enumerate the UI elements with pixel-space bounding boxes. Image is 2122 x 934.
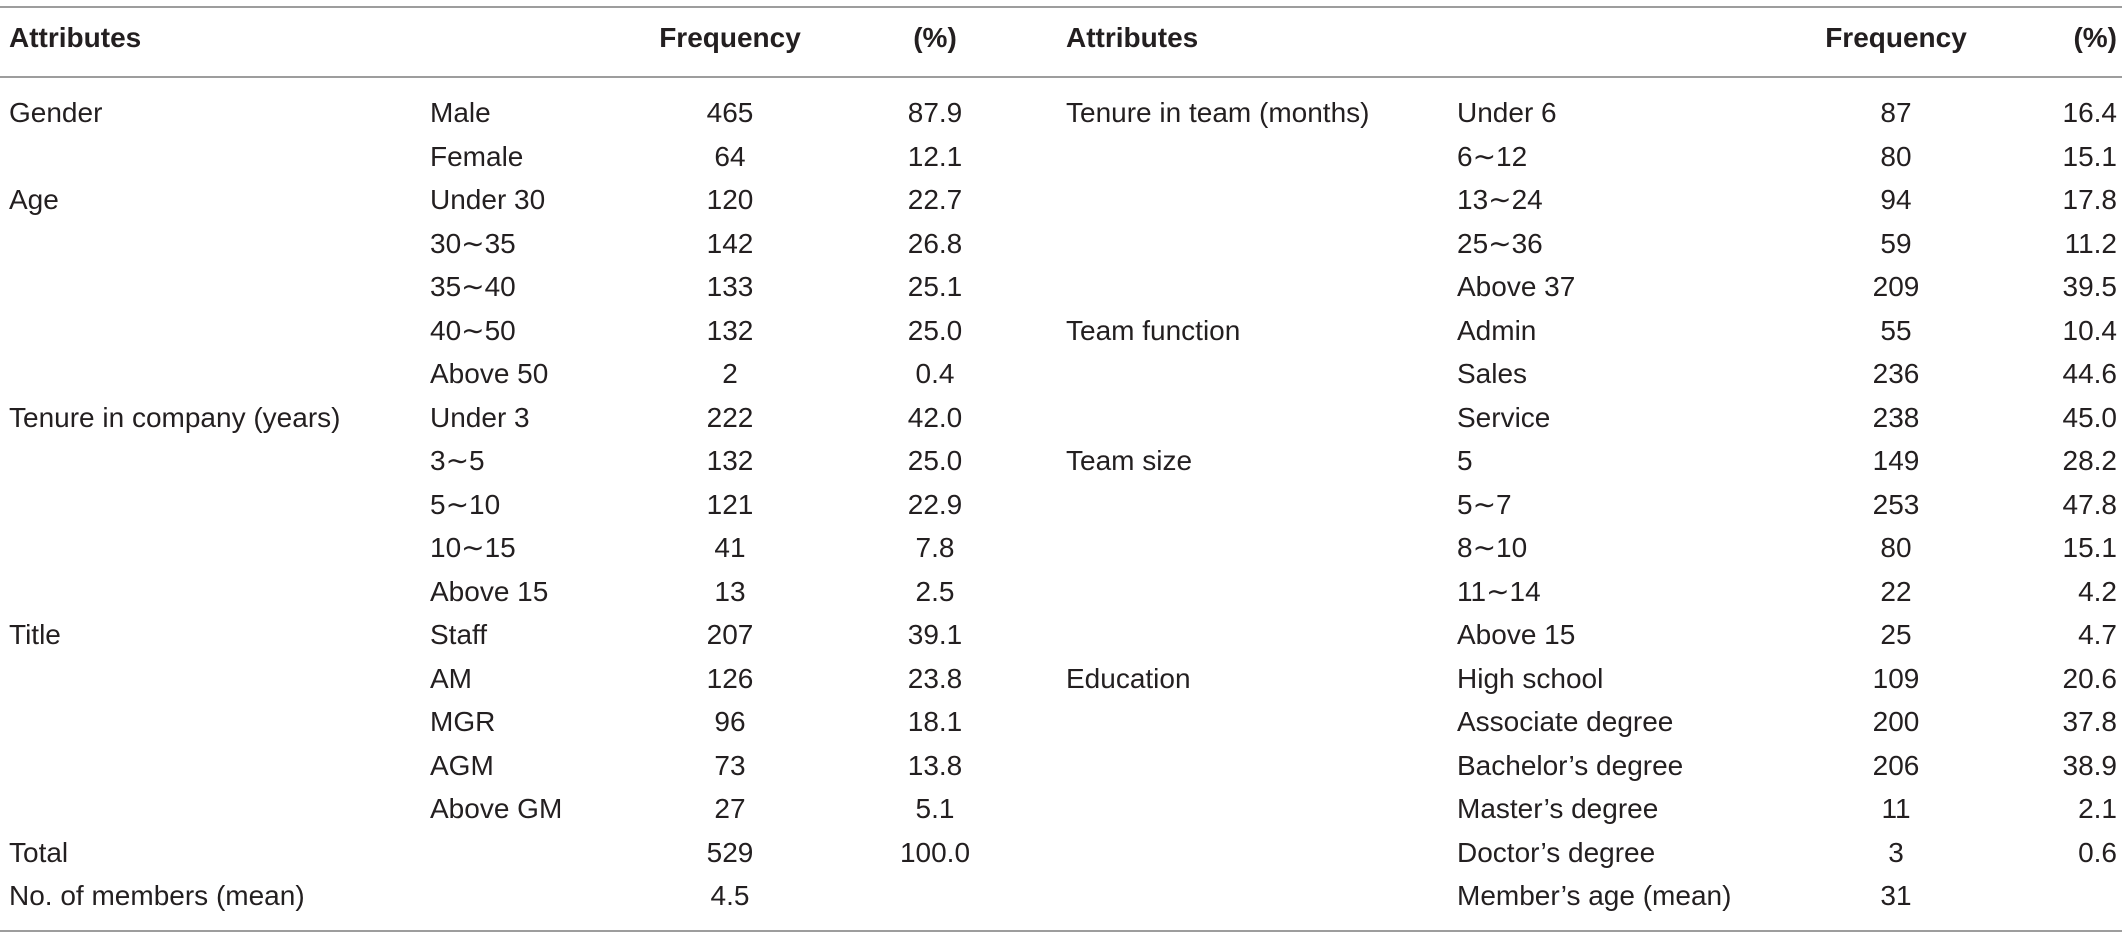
right-row-13-frequency: 25 <box>1880 619 1912 650</box>
right-row-11-frequency: 80 <box>1880 532 1912 563</box>
right-row-6-category: Admin <box>1457 314 1537 346</box>
left-row-8-attribute: Tenure in company (years) <box>9 401 341 433</box>
left-row-9-frequency: 132 <box>706 445 754 476</box>
left-row-10-percent: 22.9 <box>907 488 963 520</box>
right-header-attributes: Attributes <box>1066 22 1199 53</box>
bottom-rule <box>0 930 2122 932</box>
left-row-7-percent: 0.4 <box>915 358 955 389</box>
left-row-3-category: Under 30 <box>430 184 546 215</box>
left-row-15-frequency: 96 <box>714 706 746 737</box>
header-rule <box>0 76 2122 78</box>
left-row-19-frequency: 4.5 <box>710 880 750 911</box>
left-row-3-frequency: 120 <box>706 184 754 215</box>
right-row-4-frequency: 59 <box>1880 227 1912 259</box>
right-row-4-percent: 11.2 <box>2064 227 2117 259</box>
left-row-6-category: 40∼50 <box>430 314 516 346</box>
left-row-18-frequency: 529 <box>706 836 754 868</box>
top-rule <box>0 6 2122 8</box>
right-row-18-frequency: 3 <box>1888 836 1904 868</box>
left-row-2-percent: 12.1 <box>907 140 963 172</box>
left-row-14-percent: 23.8 <box>907 662 963 694</box>
left-row-8-frequency: 222 <box>706 401 754 433</box>
right-row-3-frequency: 94 <box>1880 184 1912 215</box>
left-row-11-percent: 7.8 <box>915 532 955 563</box>
left-row-8-category: Under 3 <box>430 401 530 433</box>
right-row-10-category: 5∼7 <box>1457 488 1512 520</box>
left-row-4-percent: 26.8 <box>907 227 963 259</box>
left-row-1-attribute: Gender <box>9 97 103 128</box>
right-row-3-percent: 17.8 <box>2062 184 2117 215</box>
right-row-1-category: Under 6 <box>1457 97 1557 128</box>
right-row-4-category: 25∼36 <box>1457 227 1543 259</box>
left-row-15-percent: 18.1 <box>907 706 963 737</box>
right-row-11-category: 8∼10 <box>1457 532 1528 563</box>
right-row-14-category: High school <box>1457 662 1604 694</box>
right-row-7-percent: 44.6 <box>2062 358 2117 389</box>
left-row-16-frequency: 73 <box>714 749 746 781</box>
right-row-16-frequency: 206 <box>1872 749 1920 781</box>
right-row-12-frequency: 22 <box>1880 575 1912 607</box>
left-row-16-percent: 13.8 <box>907 749 963 781</box>
right-row-7-category: Sales <box>1457 358 1528 389</box>
left-row-18-attribute: Total <box>9 836 69 868</box>
left-row-7-category: Above 50 <box>430 358 549 389</box>
left-row-6-percent: 25.0 <box>907 314 963 346</box>
left-row-13-attribute: Title <box>9 619 61 650</box>
left-row-11-category: 10∼15 <box>430 532 516 563</box>
left-row-7-frequency: 2 <box>722 358 738 389</box>
right-row-19-frequency: 31 <box>1880 880 1912 911</box>
right-row-9-frequency: 149 <box>1872 445 1920 476</box>
right-row-2-frequency: 80 <box>1880 140 1912 172</box>
left-row-1-category: Male <box>430 97 491 128</box>
left-row-9-category: 3∼5 <box>430 445 485 476</box>
right-row-8-percent: 45.0 <box>2062 401 2117 433</box>
right-row-9-attribute: Team size <box>1066 445 1193 476</box>
left-row-14-category: AM <box>430 662 472 694</box>
left-row-1-percent: 87.9 <box>907 97 963 128</box>
left-row-10-category: 5∼10 <box>430 488 501 520</box>
right-row-16-percent: 38.9 <box>2062 749 2117 781</box>
right-row-14-frequency: 109 <box>1872 662 1920 694</box>
left-row-13-percent: 39.1 <box>907 619 963 650</box>
right-row-15-percent: 37.8 <box>2062 706 2117 737</box>
left-row-12-percent: 2.5 <box>915 575 955 607</box>
left-row-6-frequency: 132 <box>706 314 754 346</box>
right-header-frequency: Frequency <box>1825 22 1967 53</box>
left-row-12-category: Above 15 <box>430 575 549 607</box>
left-row-17-category: Above GM <box>430 793 563 824</box>
right-row-10-percent: 47.8 <box>2062 488 2117 520</box>
right-row-19-category: Member’s age (mean) <box>1457 880 1732 911</box>
left-row-12-frequency: 13 <box>714 575 746 607</box>
left-row-2-frequency: 64 <box>714 140 746 172</box>
right-row-3-category: 13∼24 <box>1457 184 1543 215</box>
left-row-13-category: Staff <box>430 619 488 650</box>
left-row-19-attribute: No. of members (mean) <box>9 880 305 911</box>
left-row-18-percent: 100.0 <box>899 836 971 868</box>
right-row-5-percent: 39.5 <box>2062 271 2117 302</box>
right-row-6-frequency: 55 <box>1880 314 1912 346</box>
left-row-3-percent: 22.7 <box>907 184 963 215</box>
left-row-9-percent: 25.0 <box>907 445 963 476</box>
right-row-2-category: 6∼12 <box>1457 140 1528 172</box>
left-row-1-frequency: 465 <box>706 97 754 128</box>
right-row-16-category: Bachelor’s degree <box>1457 749 1684 781</box>
right-row-15-frequency: 200 <box>1872 706 1920 737</box>
right-row-5-category: Above 37 <box>1457 271 1576 302</box>
left-row-17-frequency: 27 <box>714 793 746 824</box>
right-row-11-percent: 15.1 <box>2062 532 2117 563</box>
right-row-17-frequency: 11 <box>1881 793 1911 824</box>
right-row-7-frequency: 236 <box>1872 358 1920 389</box>
right-header-percent: (%) <box>2073 22 2117 53</box>
left-row-3-attribute: Age <box>9 184 59 215</box>
left-row-13-frequency: 207 <box>706 619 754 650</box>
right-row-15-category: Associate degree <box>1457 706 1674 737</box>
left-row-8-percent: 42.0 <box>907 401 963 433</box>
right-row-18-percent: 0.6 <box>2078 836 2117 868</box>
right-row-5-frequency: 209 <box>1872 271 1920 302</box>
right-row-10-frequency: 253 <box>1872 488 1920 520</box>
right-row-6-percent: 10.4 <box>2062 314 2117 346</box>
right-row-17-percent: 2.1 <box>2078 793 2117 824</box>
left-header-attributes: Attributes <box>9 22 142 53</box>
right-row-1-percent: 16.4 <box>2062 97 2117 128</box>
right-row-13-percent: 4.7 <box>2078 619 2117 650</box>
right-row-17-category: Master’s degree <box>1457 793 1659 824</box>
left-row-10-frequency: 121 <box>706 488 754 520</box>
left-row-15-category: MGR <box>430 706 496 737</box>
left-row-5-frequency: 133 <box>706 271 754 302</box>
right-row-9-category: 5 <box>1457 445 1473 476</box>
right-row-14-attribute: Education <box>1066 662 1191 694</box>
left-row-17-percent: 5.1 <box>915 793 955 824</box>
left-row-11-frequency: 41 <box>714 532 746 563</box>
right-row-13-category: Above 15 <box>1457 619 1576 650</box>
right-row-8-frequency: 238 <box>1872 401 1920 433</box>
left-row-4-frequency: 142 <box>706 227 754 259</box>
right-row-6-attribute: Team function <box>1066 314 1241 346</box>
right-row-2-percent: 15.1 <box>2062 140 2117 172</box>
left-row-14-frequency: 126 <box>706 662 754 694</box>
right-row-14-percent: 20.6 <box>2062 662 2117 694</box>
left-row-5-percent: 25.1 <box>907 271 963 302</box>
left-row-2-category: Female <box>430 140 524 172</box>
left-row-4-category: 30∼35 <box>430 227 516 259</box>
right-row-12-percent: 4.2 <box>2078 575 2117 607</box>
right-row-12-category: 11∼14 <box>1457 575 1541 607</box>
right-row-1-attribute: Tenure in team (months) <box>1066 97 1370 128</box>
left-header-frequency: Frequency <box>659 22 801 53</box>
right-row-1-frequency: 87 <box>1880 97 1912 128</box>
left-header-percent: (%) <box>913 22 957 53</box>
left-row-5-category: 35∼40 <box>430 271 516 302</box>
right-row-18-category: Doctor’s degree <box>1457 836 1656 868</box>
right-row-8-category: Service <box>1457 401 1551 433</box>
left-row-16-category: AGM <box>430 749 494 781</box>
right-row-9-percent: 28.2 <box>2062 445 2117 476</box>
